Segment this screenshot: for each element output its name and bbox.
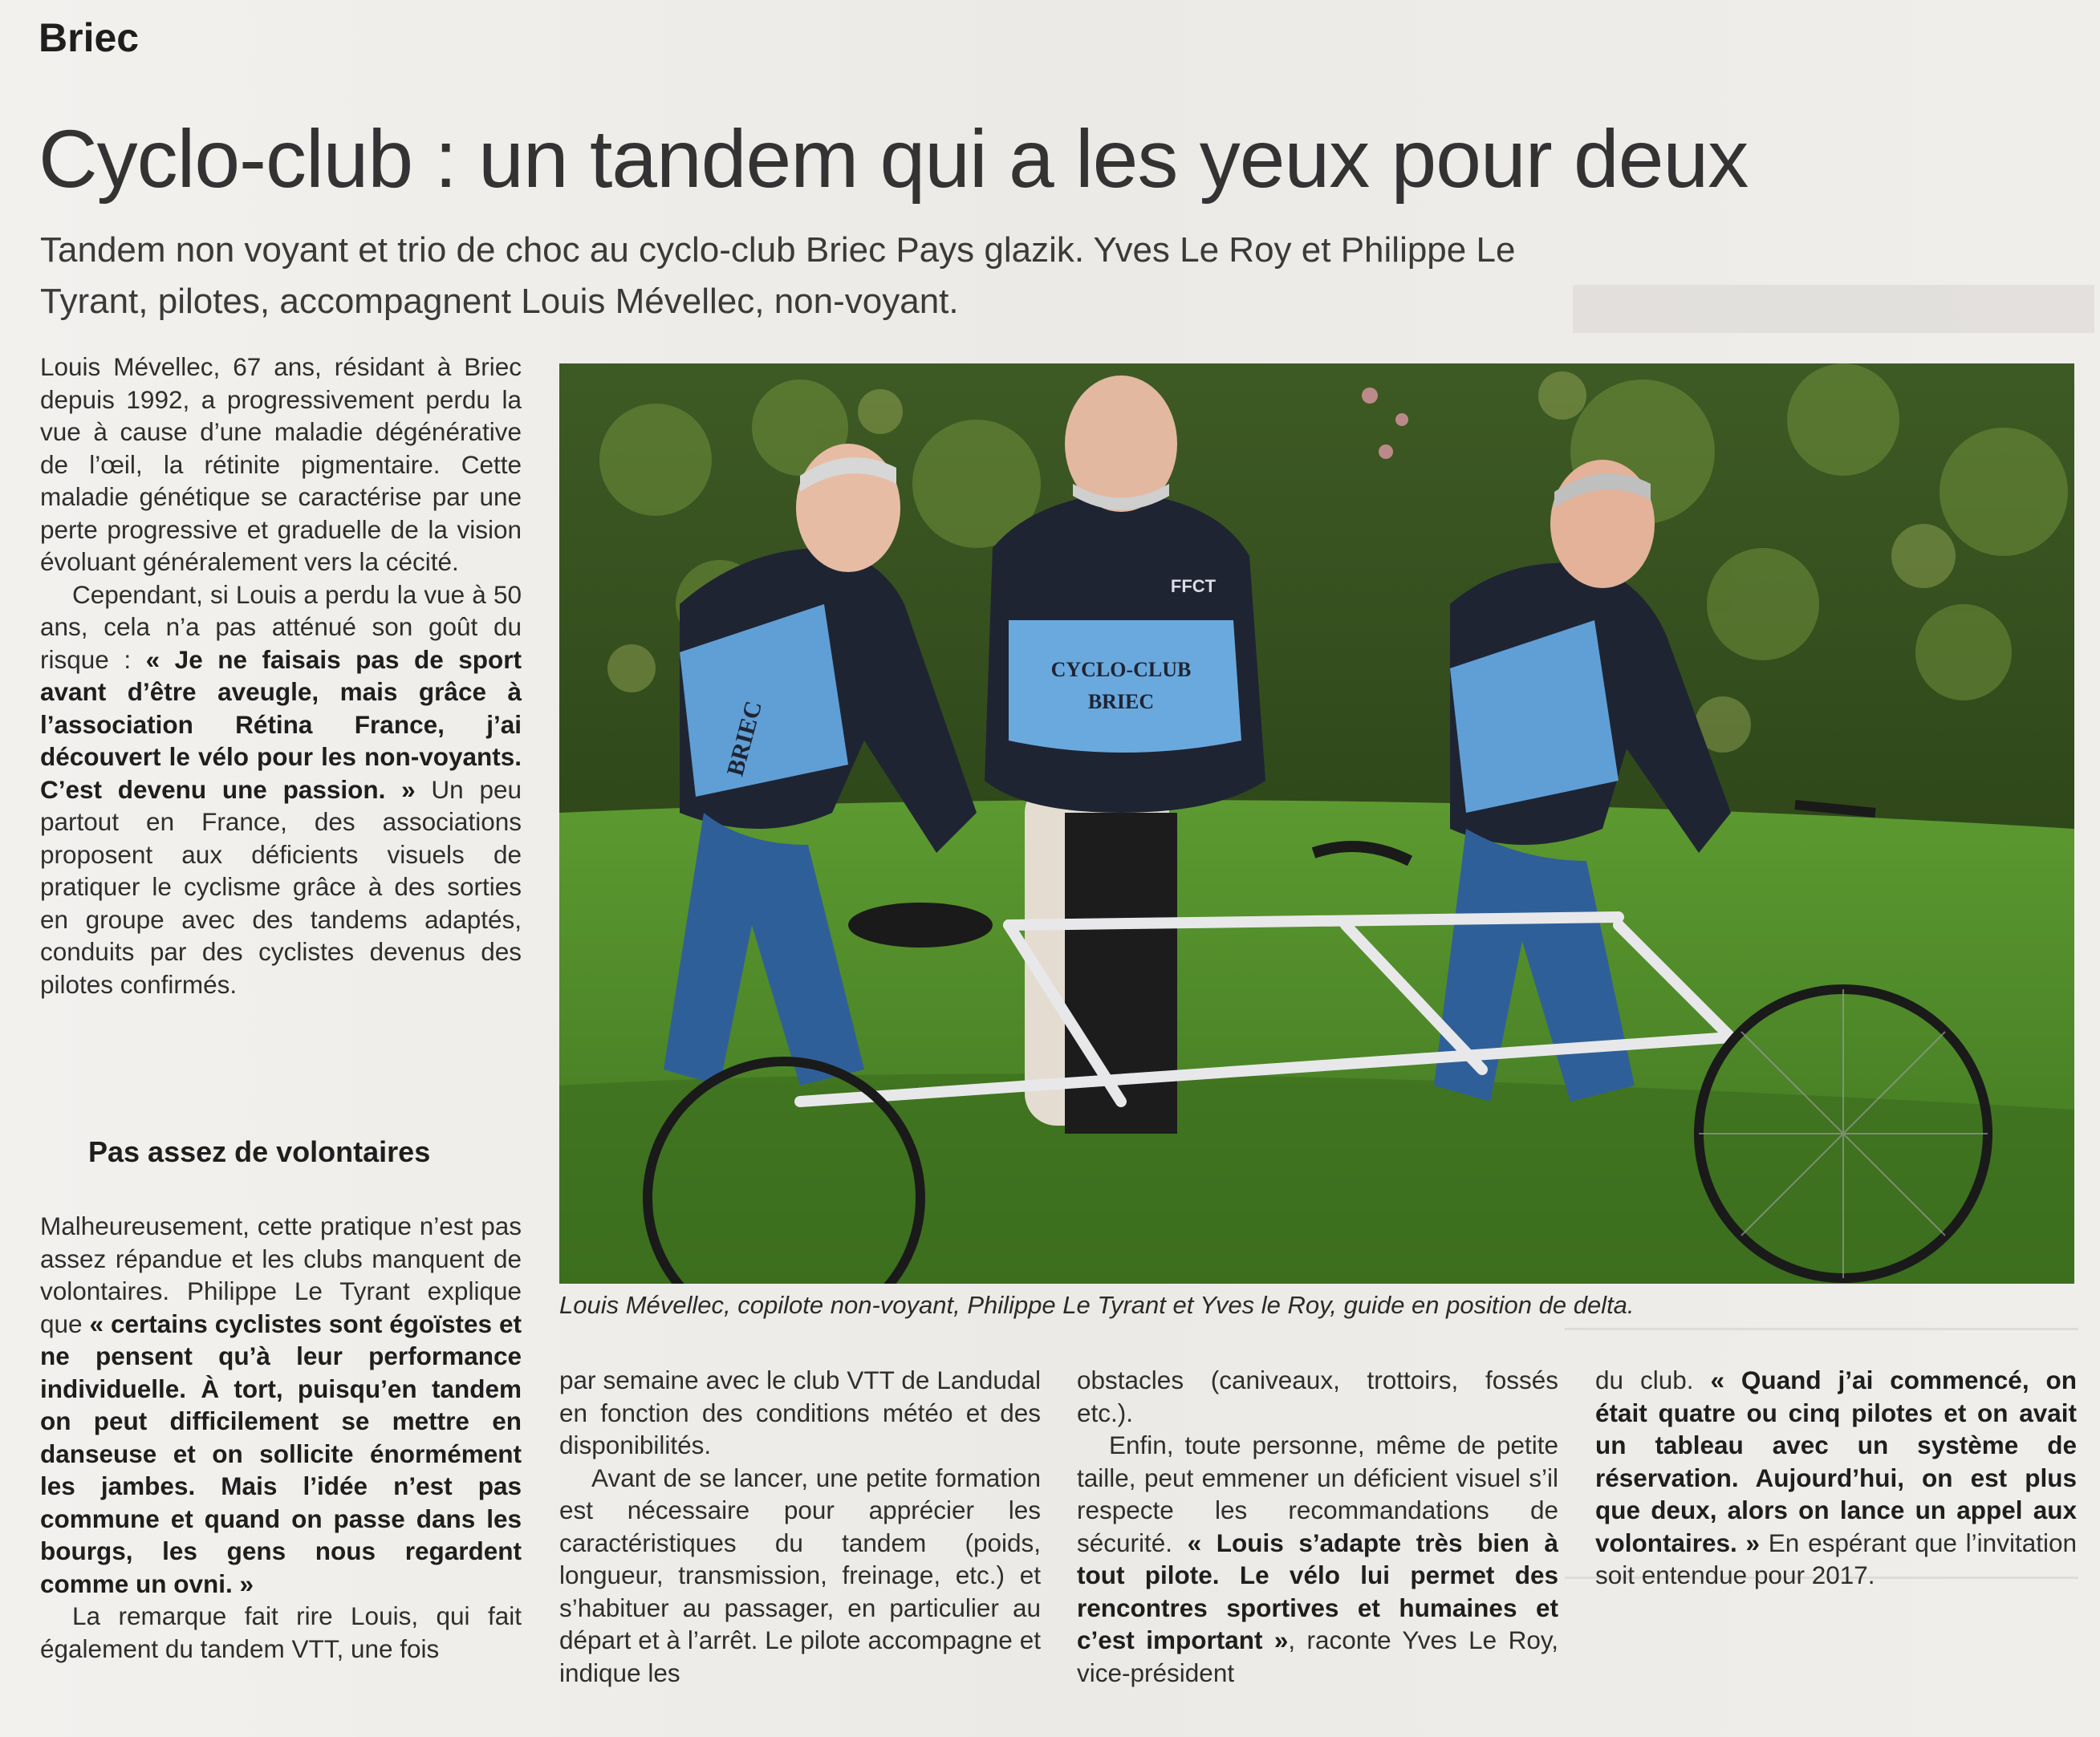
paragraph-text: Malheureusement, cette pratique n’est pas assez répandue et les clubs manquent de volontaires. Philippe Le Tyrant explique que	[40, 1211, 522, 1338]
paragraph-text: En espérant que l’invitation soit entendue pour 2017.	[1595, 1528, 2077, 1589]
bleed-through-block	[1573, 285, 2094, 333]
paragraph-text: Cependant, si Louis a perdu la vue à 50 ans, cela n’a pas atténué son goût du risque :	[40, 579, 522, 674]
article-column-1	[40, 351, 522, 1000]
paragraph-text: du club.	[1595, 1366, 1711, 1394]
quote-text: « Je ne faisais pas de sport avant d’être aveugle, mais grâce à l’association Rétina France, j’ai découvert le vélo pour les non-voyants. C’est devenu une passion. »	[40, 644, 522, 804]
article-photo	[559, 363, 2074, 1284]
article-paragraph: La remarque fait rire Louis, qui fait également du tandem VTT, une fois	[40, 1601, 522, 1663]
article-column-1-continued	[40, 1210, 522, 1665]
section-rubric: Briec	[39, 15, 140, 60]
lawn-shadow	[559, 1073, 2074, 1284]
article-paragraph	[1595, 1364, 2077, 1592]
jersey-sleeve-text: BRIEC	[721, 698, 768, 779]
article-column-4	[1595, 1364, 2077, 1592]
article-column-3	[1077, 1364, 1558, 1689]
jersey-sponsor: FFCT	[1170, 576, 1217, 596]
article-paragraph	[1077, 1429, 1558, 1689]
article-headline: Cyclo-club : un tandem qui a les yeux pour deux	[39, 113, 1749, 205]
jersey-text: CYCLO-CLUB	[1050, 658, 1192, 681]
quote-text: « Louis s’adapte très bien à tout pilote. Le vélo lui permet des rencontres sportives et humaines et c’est important »	[1077, 1528, 1558, 1654]
tandem-photo-illustration	[559, 363, 2074, 1284]
article-paragraph	[40, 578, 522, 1001]
article-paragraph: obstacles (caniveaux, trottoirs, fossés etc.).	[1077, 1366, 1558, 1427]
paragraph-text: , raconte Yves Le Roy, vice-président	[1077, 1625, 1559, 1687]
photo-caption: Louis Mévellec, copilote non-voyant, Philippe Le Tyrant et Yves le Roy, guide en position de delta.	[559, 1291, 1635, 1319]
article-paragraph: Avant de se lancer, une petite formation est nécessaire pour apprécier les caractéristiques du tandem (poids, longueur, transmission, freinage, etc.) et s’habituer au passager, en particulier au départ et à l’arrêt. Le pilote accompagne et indique les	[559, 1463, 1041, 1687]
article-paragraph	[40, 1210, 522, 1600]
bleed-through-rule	[1565, 1328, 2078, 1330]
paragraph-text: Enfin, toute personne, même de petite taille, peut emmener un déficient visuel s’il respecte les recommandations de sécurité.	[1077, 1431, 1558, 1557]
quote-text: « Quand j’ai commencé, on était quatre ou cinq pilotes et on avait un tableau avec un système de réservation. Aujourd’hui, on est plus que deux, alors on lance un appel aux volontaires. »	[1595, 1366, 2077, 1557]
jersey-text: BRIEC	[1087, 690, 1155, 713]
article-subheading: Pas assez de volontaires	[88, 1135, 431, 1168]
paragraph-text: Un peu partout en France, des associations proposent aux déficients visuels de pratiquer le cyclisme grâce à des sorties en groupe avec des tandems adaptés, conduits par des cyclistes devenus des pilotes confirmés.	[40, 774, 522, 999]
article-paragraph: par semaine avec le club VTT de Landudal en fonction des conditions météo et des disponibilités.	[559, 1366, 1041, 1459]
article-paragraph: Louis Mévellec, 67 ans, résidant à Briec depuis 1992, a progressivement perdu la vue à cause d’une maladie dégénérative de l’œil, la rétinite pigmentaire. Cette maladie génétique se caractérise par une perte progressive et graduelle de la vision évoluant généralement vers la cécité.	[40, 352, 522, 576]
wheel-spokes	[1699, 989, 1988, 1278]
article-column-2	[559, 1364, 1041, 1689]
article-standfirst: Tandem non voyant et trio de choc au cyclo-club Briec Pays glazik. Yves Le Roy et Philippe Le Tyrant, pilotes, accompagnent Louis Mévellec, non-voyant.	[40, 230, 1516, 321]
quote-text: « certains cyclistes sont égoïstes et ne pensent qu’à leur performance individuelle. À tort, puisqu’en tandem on peut difficilement se mettre en danseuse et on sollicite énormément les jambes. Mais l’idée n’est pas commune et quand on passe dans les bourgs, les gens nous regardent comme un ovni. »	[40, 1309, 522, 1598]
rear-saddle	[848, 903, 993, 948]
